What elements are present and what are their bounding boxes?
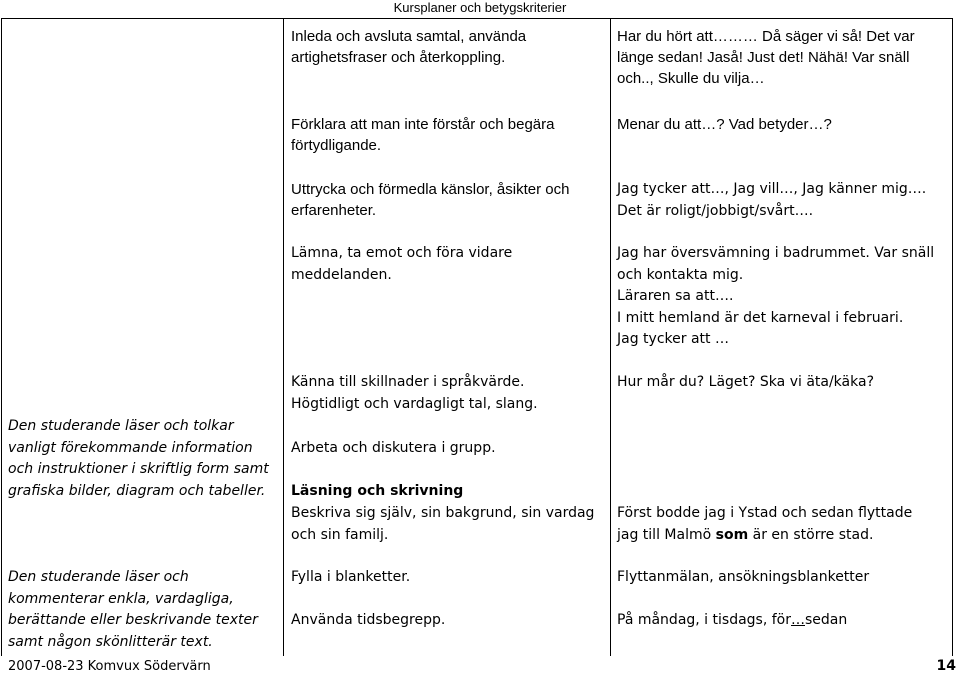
goal-describe-self: Beskriva sig själv, sin bakgrund, sin vardag och sin familj. [291,505,595,543]
goal-language-register: Känna till skillnader i språkvärde. Högtidligt och vardagligt tal, slang. [291,374,538,412]
example-relative-clause-keyword: som [715,526,749,543]
page-header: Kursplaner och betygskriterier [393,0,567,15]
example-informal-phrases: Hur mår du? Läget? Ska vi äta/käka? [617,374,874,390]
example-relative-clause-start: Först bodde jag i Ystad och sedan flyttade jag till Malmö [617,505,913,543]
example-message-phrases: Jag har översvämning i badrummet. Var snäll och kontakta mig. Läraren sa att…. I mitt hemland är det karneval i februari. Jag tycker att … [617,245,935,348]
goal-express-feelings: Uttrycka och förmedla känslor, åsikter och erfarenheter. [291,181,570,220]
example-conversation-phrases: Har du hört att……… Då säger vi så! Det var länge sedan! Jaså! Just det! Nähä! Var snäll och.., Skulle du vilja… [617,28,915,88]
goal-fill-forms: Fylla i blanketter. [291,569,411,585]
table-top-border [1,18,953,19]
criterion-reading-information: Den studerande läser och tolkar vanligt förekommande information och instruktioner i skriftlig form samt grafiska bilder, diagram och tabeller. [8,418,269,499]
example-time-end: sedan [805,612,848,628]
example-time-ellipsis: … [791,612,805,628]
footer-date-school: 2007-08-23 Komvux Södervärn [8,659,211,674]
goal-ask-clarification: Förklara att man inte förstår och begära förtydligande. [291,116,555,155]
example-time-expressions [617,610,953,632]
table-left-border [1,18,2,656]
example-forms: Flyttanmälan, ansökningsblanketter [617,569,870,585]
example-time-start: På måndag, i tisdags, för [617,612,791,628]
goal-time-concepts: Använda tidsbegrepp. [291,612,446,628]
column-divider-1 [283,18,284,656]
section-heading-reading-writing: Läsning och skrivning [291,483,464,499]
example-clarification-phrases: Menar du att…? Vad betyder…? [617,116,832,133]
criterion-commenting-texts: Den studerande läser och kommenterar enkla, vardagliga, berättande eller beskrivande texter samt någon skönlitterär text. [8,569,258,650]
goal-messages: Lämna, ta emot och föra vidare meddelanden. [291,245,513,283]
example-relative-clause-end: är en större stad. [748,526,874,543]
column-divider-2 [610,18,611,656]
page-number: 14 [936,658,956,674]
example-relative-clause [617,503,953,546]
example-opinion-phrases: Jag tycker att…, Jag vill…, Jag känner mig…. Det är roligt/jobbigt/svårt…. [617,181,927,219]
goal-group-work: Arbeta och diskutera i grupp. [291,440,496,456]
goal-greeting-phrases: Inleda och avsluta samtal, använda artighetsfraser och återkoppling. [291,28,527,67]
